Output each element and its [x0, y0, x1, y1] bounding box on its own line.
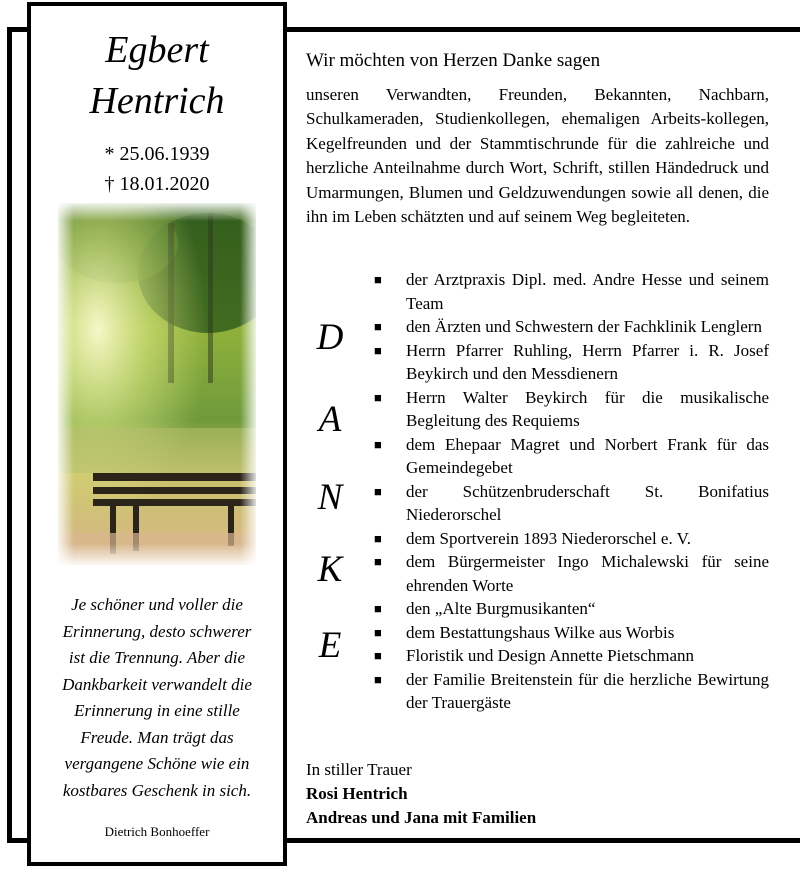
bullet-icon: ■: [374, 319, 382, 334]
list-item-text: dem Bürgermeister Ingo Michalewski für seine ehrenden Worte: [406, 552, 769, 595]
headline: Wir möchten von Herzen Danke sagen: [306, 50, 601, 71]
quote-line: ist die Trennung. Aber die: [68, 648, 246, 667]
memorial-panel: [27, 2, 287, 866]
forest-bench-photo: [58, 203, 256, 565]
birth-date: * 25.06.1939: [104, 143, 210, 165]
list-item: [372, 550, 769, 597]
list-item: [372, 268, 769, 315]
list-item-text: Floristik und Design Annette Pietschmann: [406, 646, 695, 665]
last-name: Hentrich: [89, 80, 225, 122]
list-item: [372, 668, 769, 715]
list-item-text: den Ärzten und Schwestern der Fachklinik Lenglern: [406, 317, 762, 336]
danke-letter: D: [316, 317, 344, 358]
list-item: [372, 339, 769, 386]
quote-line: Dankbarkeit verwandelt die: [62, 674, 252, 694]
forest-park-bench-icon: [58, 203, 256, 565]
list-item-text: dem Bestattungshaus Wilke aus Worbis: [406, 622, 675, 642]
bullet-icon: ■: [374, 530, 382, 546]
list-item-text: der Arztpraxis Dipl. med. Andre Hesse und seinem Team: [406, 270, 769, 313]
danke-letter: K: [317, 549, 343, 590]
list-item: [372, 621, 769, 645]
list-item-text: Herrn Pfarrer Ruhling, Herrn Pfarrer i. R. Josef Beykirch und den Messdienern: [406, 340, 769, 383]
list-item: [372, 480, 769, 527]
list-item: [372, 527, 769, 551]
intro-paragraph: unseren Verwandten, Freunden, Bekannten, Nachbarn, Schulkameraden, Studienkollegen, ehemaligen Arbeits-kollegen, Kegelfreunden und der Stammtischrunde für die zahlreiche und herzliche Anteilnahme durch Wort, Schrift, stillen Händedruck und Umarmungen, Blumen und Geldzuwendungen sowie all denen, die ihn im Leben schätzten und auf seinem Weg begleiteten.: [306, 85, 769, 227]
bullet-icon: ■: [374, 624, 382, 640]
bullet-icon: ■: [374, 601, 382, 616]
list-item-text: dem Sportverein 1893 Niederorschel e. V.: [406, 528, 691, 548]
quote-line: Erinnerung, desto schwerer: [62, 621, 252, 641]
signature-name: Rosi Hentrich: [306, 784, 408, 803]
list-item: [372, 433, 769, 480]
list-item-text: dem Ehepaar Magret und Norbert Frank für das Gemeindegebet: [406, 434, 769, 477]
bullet-icon: ■: [374, 436, 382, 452]
quote-line: kostbares Geschenk in sich.: [62, 780, 252, 800]
danke-letter: N: [317, 477, 343, 518]
list-item-text: den „Alte Burgmusikanten“: [406, 599, 596, 618]
list-item-text: Herrn Walter Beykirch für die musikalische Begleitung des Requiems: [406, 387, 769, 430]
bullet-icon: ■: [374, 648, 382, 663]
quote-line: Je schöner und voller die: [71, 595, 243, 614]
list-item: [372, 386, 769, 433]
bullet-icon: ■: [374, 389, 382, 405]
list-item: [372, 597, 769, 621]
quote-line: Erinnerung in eine stille: [74, 701, 240, 720]
bullet-icon: ■: [374, 272, 382, 287]
list-item-text: der Schützenbruderschaft St. Bonifatius Niederorschel: [406, 481, 769, 524]
thanks-list: [372, 268, 769, 715]
quote: [37, 592, 277, 804]
quote-line: Freude. Man trägt das: [80, 727, 234, 747]
bullet-icon: ■: [374, 554, 382, 569]
quote-line: vergangene Schöne wie ein: [64, 754, 250, 773]
danke-letter: A: [318, 399, 342, 440]
quote-author: Dietrich Bonhoeffer: [104, 824, 210, 839]
bullet-icon: ■: [374, 671, 382, 687]
signature: [306, 758, 776, 830]
thanks-text: [306, 48, 769, 229]
list-item: [372, 644, 769, 668]
death-date: † 18.01.2020: [104, 173, 210, 195]
signature-intro: In stiller Trauer: [306, 760, 412, 779]
list-item: [372, 315, 769, 339]
bullet-icon: ■: [374, 483, 382, 499]
signature-family: Andreas und Jana mit Familien: [306, 808, 537, 827]
bullet-icon: ■: [374, 342, 382, 358]
danke-letter: E: [318, 625, 342, 666]
list-item-text: der Familie Breitenstein für die herzliche Bewirtung der Trauergäste: [406, 669, 769, 712]
first-name: Egbert: [105, 29, 209, 71]
